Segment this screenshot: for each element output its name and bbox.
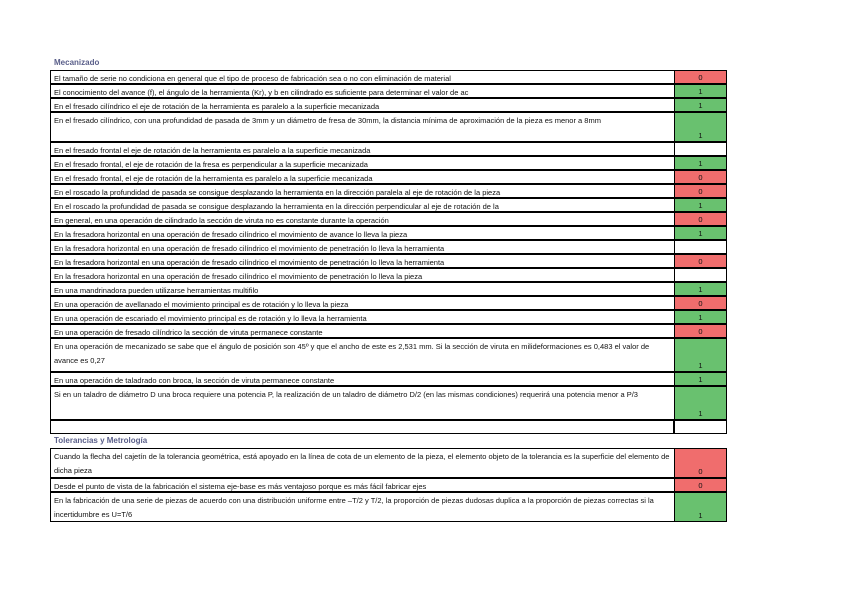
question-cell: En la fresadora horizontal en una operación de fresado cilíndrico el movimiento de penetración lo lleva la herramienta xyxy=(50,240,674,254)
question-cell: En el fresado frontal el eje de rotación de la herramienta es paralelo a la superficie mecanizada xyxy=(50,142,674,156)
question-cell: En el fresado cilíndrico el eje de rotación de la herramienta es paralelo a la superficie mecanizada xyxy=(50,98,674,112)
value-cell: 1 xyxy=(674,198,727,212)
table-row xyxy=(50,324,703,338)
table-row xyxy=(50,198,703,212)
question-cell: En una operación de avellanado el movimiento principal es de rotación y lo lleva la pieza xyxy=(50,296,674,310)
question-cell: En el roscado la profundidad de pasada se consigue desplazando la herramienta en la dirección perpendicular al eje de rotación de la xyxy=(50,198,674,212)
table-row xyxy=(50,478,703,492)
question-cell: El conocimiento del avance (f), el ángulo de la herramienta (Kr), y b en cilindrado es suficiente para determinar el valor de ac xyxy=(50,84,674,98)
table-row xyxy=(50,492,703,522)
value-cell xyxy=(674,142,727,156)
question-cell: Cuando la flecha del cajetín de la tolerancia geométrica, está apoyado en la línea de cota de un elemento de la pieza, el elemento objeto de la tolerancia es la superficie del elemento de dicha pieza xyxy=(50,448,674,478)
value-cell: 1 xyxy=(674,386,727,420)
table-row xyxy=(50,170,703,184)
value-cell: 0 xyxy=(674,184,727,198)
question-cell: En una operación de taladrado con broca, la sección de viruta permanece constante xyxy=(50,372,674,386)
table-row xyxy=(50,338,703,372)
value-cell xyxy=(674,268,727,282)
value-cell: 0 xyxy=(674,448,727,478)
table-row xyxy=(50,142,677,156)
value-cell: 1 xyxy=(674,156,727,170)
table-row xyxy=(50,448,703,478)
value-cell: 0 xyxy=(674,212,727,226)
question-cell: En general, en una operación de cilindrado la sección de viruta no es constante durante la operación xyxy=(50,212,674,226)
value-cell: 0 xyxy=(674,478,727,492)
section-title-mecanizado: Mecanizado xyxy=(54,58,100,67)
question-cell: En el roscado la profundidad de pasada se consigue desplazando la herramienta en la dirección paralela al eje de rotación de la pieza xyxy=(50,184,674,198)
value-cell: 1 xyxy=(674,84,727,98)
question-cell: En una mandrinadora pueden utilizarse herramientas multifilo xyxy=(50,282,674,296)
table-row xyxy=(50,70,703,84)
question-cell: En el fresado cilíndrico, con una profundidad de pasada de 3mm y un diámetro de fresa de 30mm, la distancia mínima de aproximación de la pieza es menor a 8mm xyxy=(50,112,674,142)
value-cell: 0 xyxy=(674,170,727,184)
table-row xyxy=(50,372,703,386)
question-cell: En el fresado frontal, el eje de rotación de la herramienta es paralelo a la superficie mecanizada xyxy=(50,170,674,184)
question-cell: En la fresadora horizontal en una operación de fresado cilíndrico el movimiento de penetración lo lleva la herramienta xyxy=(50,254,674,268)
question-cell: En una operación de fresado cilíndrico la sección de viruta permanece constante xyxy=(50,324,674,338)
value-cell xyxy=(674,240,727,254)
table-row xyxy=(50,184,703,198)
value-cell: 0 xyxy=(674,254,727,268)
table-row xyxy=(50,156,703,170)
question-cell: En una operación de mecanizado se sabe que el ángulo de posición son 45º y que el ancho de este es 2,531 mm. Si la sección de viruta en milideformaciones es 0,483 el valor de avance es 0,27 xyxy=(50,338,674,372)
value-cell: 0 xyxy=(674,296,727,310)
table-row xyxy=(50,212,703,226)
empty-row xyxy=(50,420,677,434)
value-cell: 1 xyxy=(674,338,727,372)
table-row xyxy=(50,254,703,268)
question-cell: Si en un taladro de diámetro D una broca requiere una potencia P, la realización de un taladro de diámetro D/2 (en las mismas condiciones) requerirá una potencia menor a P/3 xyxy=(50,386,674,420)
table-row xyxy=(50,98,703,112)
table-row xyxy=(50,268,677,282)
value-cell: 1 xyxy=(674,372,727,386)
question-cell: En el fresado frontal, el eje de rotación de la fresa es perpendicular a la superficie mecanizada xyxy=(50,156,674,170)
question-cell: El tamaño de serie no condiciona en general que el tipo de proceso de fabricación sea o no con eliminación de material xyxy=(50,70,674,84)
question-cell: En la fabricación de una serie de piezas de acuerdo con una distribución uniforme entre –T/2 y T/2, la proporción de piezas dudosas duplica a la proporción de piezas correctas si la incertidumbre es U=T/6 xyxy=(50,492,674,522)
table-row xyxy=(50,240,677,254)
question-cell: En la fresadora horizontal en una operación de fresado cilíndrico el movimiento de avance lo lleva la pieza xyxy=(50,226,674,240)
table-row xyxy=(50,226,703,240)
value-cell: 0 xyxy=(674,324,727,338)
empty-cell xyxy=(674,420,727,434)
value-cell: 1 xyxy=(674,282,727,296)
section-title-tolerancias: Tolerancias y Metrología xyxy=(54,436,148,445)
table-row xyxy=(50,282,703,296)
question-cell: Desde el punto de vista de la fabricación el sistema eje-base es más ventajoso porque es más fácil fabricar ejes xyxy=(50,478,674,492)
value-cell: 1 xyxy=(674,492,727,522)
value-cell: 0 xyxy=(674,70,727,84)
value-cell: 1 xyxy=(674,98,727,112)
table-row xyxy=(50,84,703,98)
value-cell: 1 xyxy=(674,226,727,240)
table-row xyxy=(50,296,703,310)
empty-cell xyxy=(50,420,674,434)
value-cell: 1 xyxy=(674,310,727,324)
question-cell: En una operación de escariado el movimiento principal es de rotación y lo lleva la herramienta xyxy=(50,310,674,324)
question-cell: En la fresadora horizontal en una operación de fresado cilíndrico el movimiento de penetración lo lleva la pieza xyxy=(50,268,674,282)
value-cell: 1 xyxy=(674,112,727,142)
table-row xyxy=(50,310,703,324)
table-row xyxy=(50,386,703,420)
table-row xyxy=(50,112,703,142)
